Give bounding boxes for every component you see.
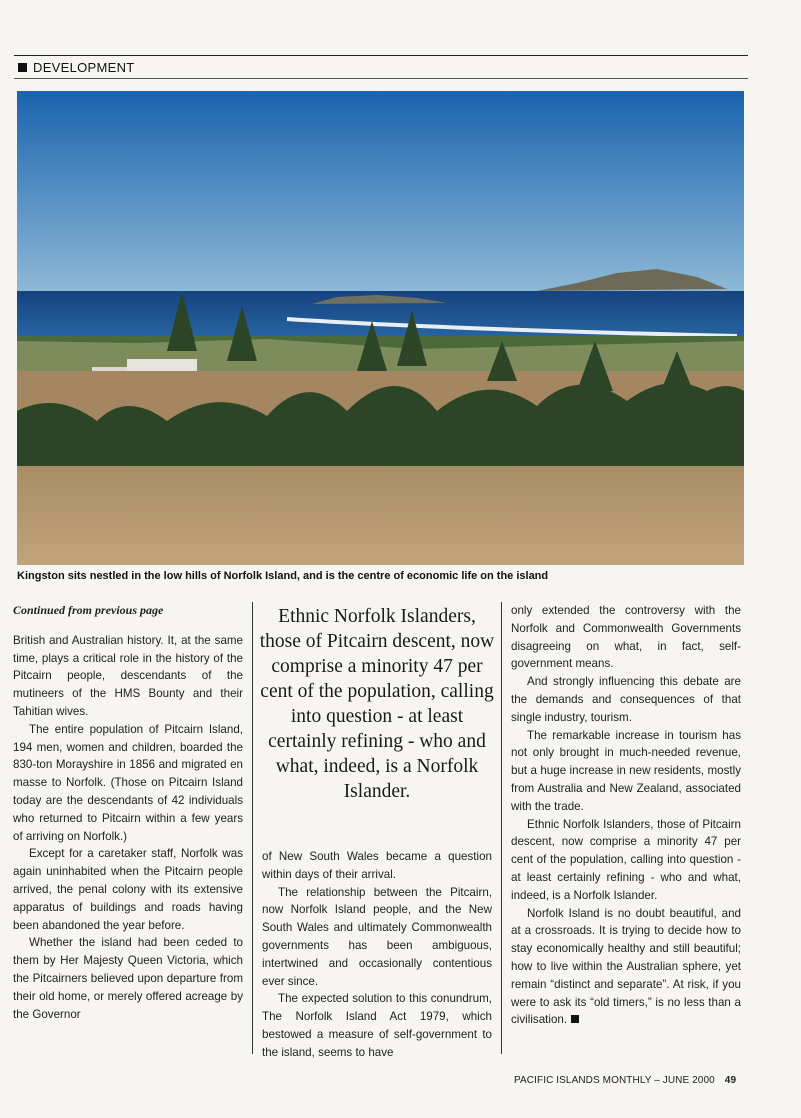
- paragraph: And strongly influencing this debate are the demands and consequences of that single industry, tourism.: [511, 675, 741, 724]
- final-paragraph-text: Norfolk Island is no doubt beautiful, and at a crossroads. It is trying to decide how to stay economically healthy and still beautiful; how to live within the Australian sphere, yet remain “distinct and separate”. At risk, if you were to ask its “old timers,” is no less than a civilisation.: [511, 906, 741, 1027]
- article-column-3: [511, 602, 741, 1029]
- pull-quote: Ethnic Norfolk Islanders, those of Pitcairn descent, now comprise a minority 47 per cent of the population, calling into question - at least certainly refining - who and what, indeed, is a Norfolk Islander.: [259, 606, 495, 802]
- column-divider: [501, 602, 502, 1054]
- page-number: 49: [724, 1075, 737, 1086]
- continued-note: Continued from previous page: [13, 603, 164, 617]
- article-column-1: [13, 602, 243, 1023]
- publication-name: PACIFIC ISLANDS MONTHLY – JUNE 2000: [514, 1075, 715, 1086]
- paragraph: The remarkable increase in tourism has not only brought in much-needed revenue, but a huge increase in new residents, mostly from Australia and New Zealand, associated with the trade.: [511, 728, 741, 813]
- paragraph: The relationship between the Pitcairn, now Norfolk Island people, and the New South Wales and ultimately Commonwealth governments has been ambiguous, intertwined and occasionally contentious ever since.: [262, 885, 492, 988]
- photo-caption: Kingston sits nestled in the low hills of Norfolk Island, and is the centre of economic life on the island: [17, 570, 549, 582]
- paragraph: British and Australian history. It, at the same time, plays a critical role in the history of the Pitcairn people, descendants of the mutineers of the HMS Bounty and their Tahitian wives.: [13, 633, 243, 718]
- paragraph: Whether the island had been ceded to them by Her Majesty Queen Victoria, which the Pitcairners believed upon departure from their old home, or merely offered acreage by the Governor: [13, 936, 243, 1021]
- paragraph: The expected solution to this conundrum, The Norfolk Island Act 1979, which bestowed a measure of self-government to the island, seems to have: [262, 992, 492, 1059]
- kingston-photo: [17, 91, 744, 565]
- landscape-illustration: [17, 91, 744, 565]
- section-label: DEVELOPMENT: [33, 59, 135, 75]
- paragraph: of New South Wales became a question within days of their arrival.: [262, 850, 492, 881]
- section-header: [14, 55, 748, 79]
- paragraph: Ethnic Norfolk Islanders, those of Pitcairn descent, now comprise a minority 47 per cent of the population, calling into question - at least certainly refining - who and what, indeed, is a Norfolk Islander.: [511, 817, 741, 902]
- end-mark-icon: [571, 1015, 579, 1023]
- paragraph: The entire population of Pitcairn Island, 194 men, women and children, boarded the 830-ton Morayshire in 1856 and migrated en masse to Norfolk. (Those on Pitcairn Island today are the descendants of 42 individuals who returned to Pitcairn within a few years of arriving on Norfolk.): [13, 722, 243, 843]
- paragraph: Except for a caretaker staff, Norfolk was again uninhabited when the Pitcairn people arrived, the penal colony with its extensive apparatus of buildings and roads having been abandoned the year before.: [13, 847, 243, 932]
- column-divider: [252, 602, 253, 1054]
- page-footer: [514, 1075, 736, 1086]
- section-marker-icon: [18, 63, 27, 72]
- final-paragraph: [511, 905, 741, 1030]
- article-column-2: [262, 848, 492, 1062]
- paragraph: only extended the controversy with the Norfolk and Commonwealth Governments disagreeing on what, in fact, self-government means.: [511, 604, 741, 671]
